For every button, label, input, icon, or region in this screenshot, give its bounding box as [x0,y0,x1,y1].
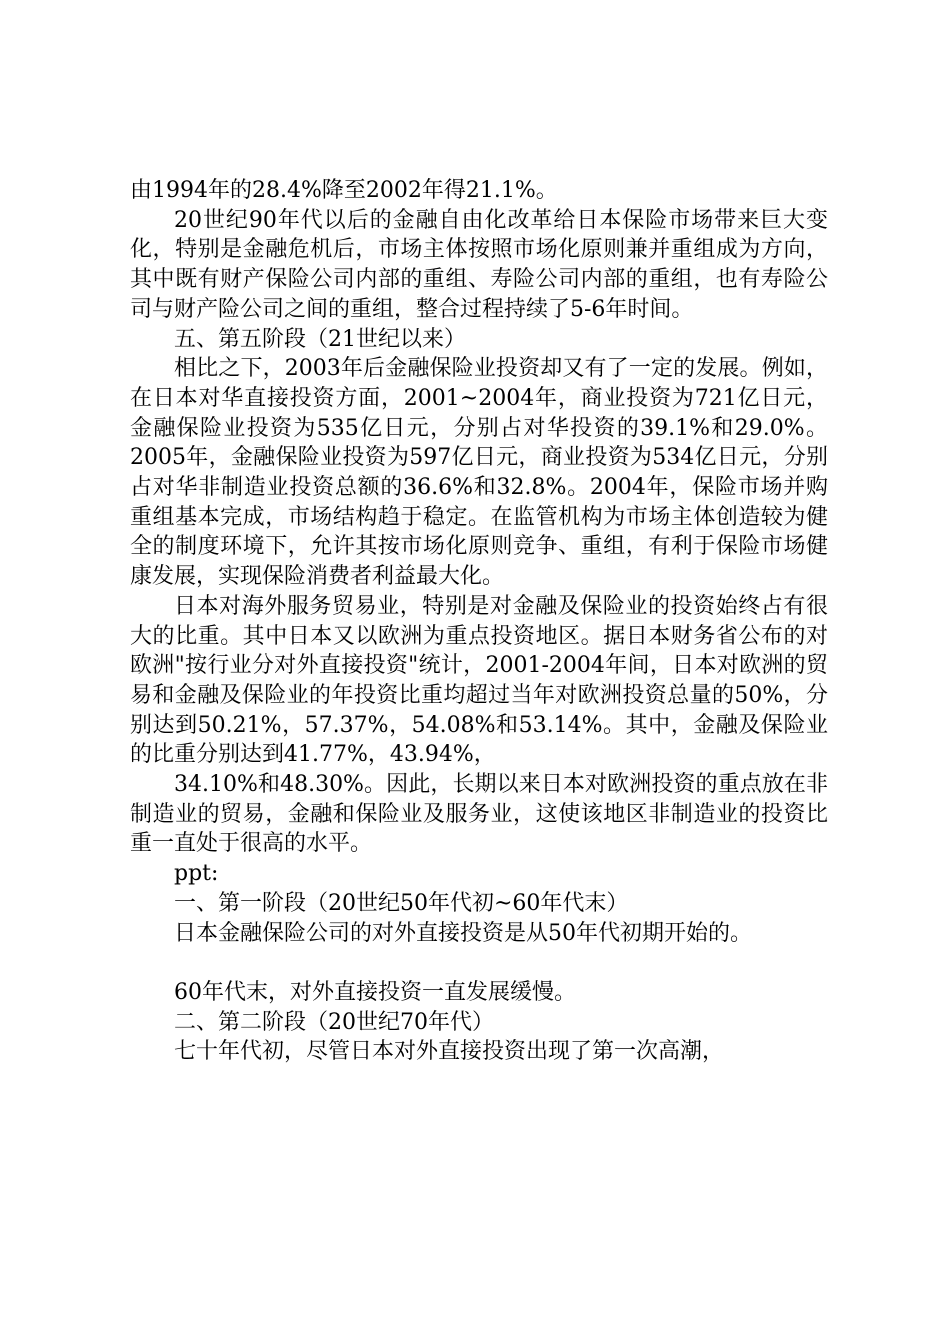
paragraph: 七十年代初，尽管日本对外直接投资出现了第一次高潮， [174,1039,725,1065]
section-heading: 一、第一阶段（20世纪50年代初~60年代末） [174,890,629,916]
paragraph: 日本对海外服务贸易业，特别是对金融及保险业的投资始终占有很大的比重。其中日本又以欧洲为重点投资地区。据日本财务省公布的对欧洲"按行业分对外直接投资"统计，2001-2004年间，日本对欧洲的贸易和金融及保险业的年投资比重均超过当年对欧洲投资总量的50%，分别达到50.21%，57.37%，54.08%和53.14%。其中，金融及保险业的比重分别达到41.77%，43.94%， [130,593,828,768]
section-heading: 五、第五阶段（21世纪以来） [174,326,466,352]
paragraph: 20世纪90年代以后的金融自由化改革给日本保险市场带来巨大变化，特别是金融危机后，市场主体按照市场化原则兼并重组成为方向，其中既有财产保险公司内部的重组、寿险公司内部的重组，也有寿险公司与财产险公司之间的重组，整合过程持续了5-6年时间。 [130,207,828,322]
document-body [130,176,828,1067]
paragraph: 60年代末，对外直接投资一直发展缓慢。 [174,979,576,1005]
ppt-label: ppt: [174,861,219,887]
paragraph: 由1994年的28.4%降至2002年得21.1%。 [130,178,558,203]
paragraph: 34.10%和48.30%。因此，长期以来日本对欧洲投资的重点放在非制造业的贸易，金融和保险业及服务业，这使该地区非制造业的投资比重一直处于很高的水平。 [130,772,828,857]
paragraph: 日本金融保险公司的对外直接投资是从50年代初期开始的。 [174,920,752,946]
section-heading: 二、第二阶段（20世纪70年代） [174,1009,494,1035]
paragraph: 相比之下，2003年后金融保险业投资却又有了一定的发展。例如，在日本对华直接投资方面，2001~2004年，商业投资为721亿日元，金融保险业投资为535亿日元，分别占对华投资的39.1%和29.0%。2005年，金融保险业投资为597亿日元，商业投资为534亿日元，分别占对华非制造业投资总额的36.6%和32.8%。2004年，保险市场并购重组基本完成，市场结构趋于稳定。在监管机构为市场主体创造较为健全的制度环境下，允许其按市场化原则竞争、重组，有利于保险市场健康发展，实现保险消费者利益最大化。 [130,356,828,590]
